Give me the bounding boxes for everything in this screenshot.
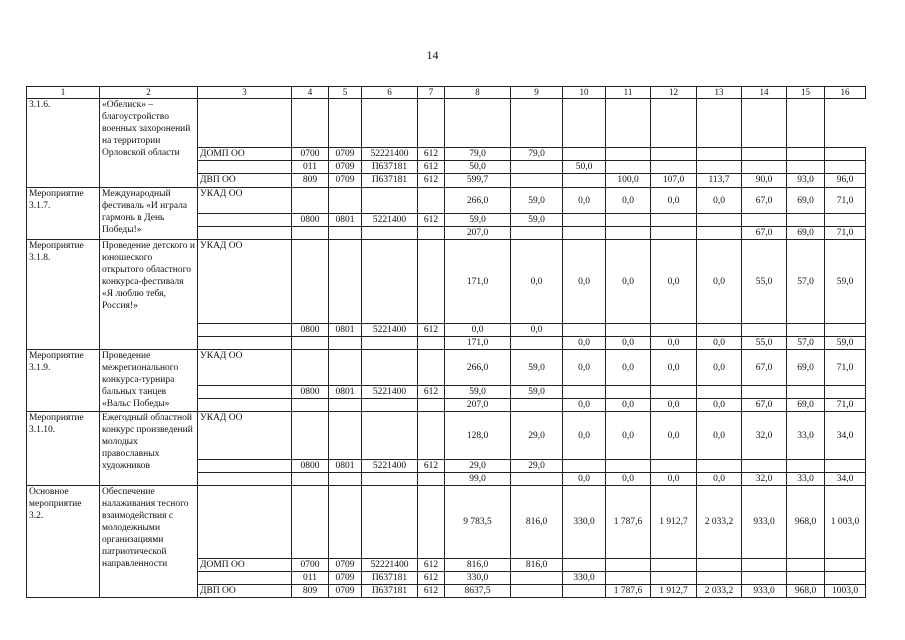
cell: 0,0 [511, 324, 563, 337]
col-header: 8 [445, 87, 511, 99]
page-number: 14 [426, 48, 439, 62]
cell: П637181 [362, 572, 418, 585]
cell: 933,0 [742, 486, 787, 559]
cell: 330,0 [445, 572, 511, 585]
col-header: 1 [27, 87, 100, 99]
cell: 0,0 [697, 412, 742, 460]
cell: 1003,0 [825, 585, 866, 598]
activity-name: Обеспечение налаживания тесного взаимодействия с молодежными организациями патриотической направленности [100, 486, 198, 598]
activity-code: Основное мероприятие 3.2. [27, 486, 100, 598]
cell: 55,0 [742, 240, 787, 324]
cell: 0,0 [651, 240, 697, 324]
col-header: 15 [787, 87, 825, 99]
cell: 1 787,6 [606, 585, 651, 598]
cell: 0,0 [651, 473, 697, 486]
cell: 1 003,0 [825, 486, 866, 559]
cell: 0,0 [697, 337, 742, 350]
col-header: 6 [362, 87, 418, 99]
cell: П637181 [362, 585, 418, 598]
table-row [27, 412, 866, 460]
cell: 93,0 [787, 174, 825, 188]
cell: 0,0 [563, 399, 606, 412]
cell: 5221400 [362, 460, 418, 473]
cell: П637181 [362, 161, 418, 174]
cell: 71,0 [825, 227, 866, 240]
col-header: 3 [198, 87, 292, 99]
cell: 0709 [329, 559, 362, 572]
cell: 0,0 [563, 412, 606, 460]
activity-code: Мероприятие 3.1.7. [27, 188, 100, 240]
cell: 69,0 [787, 350, 825, 386]
cell: 612 [418, 386, 445, 399]
cell: 0709 [329, 174, 362, 188]
cell: 57,0 [787, 337, 825, 350]
cell: 9 783,5 [445, 486, 511, 559]
cell: 0,0 [651, 399, 697, 412]
cell: 107,0 [651, 174, 697, 188]
cell: 809 [292, 585, 329, 598]
cell: 0,0 [563, 188, 606, 214]
cell: 1 912,7 [651, 486, 697, 559]
cell: 612 [418, 324, 445, 337]
cell: 0,0 [563, 337, 606, 350]
col-header: 14 [742, 87, 787, 99]
cell: 5221400 [362, 386, 418, 399]
cell: П637181 [362, 174, 418, 188]
cell: 0,0 [697, 473, 742, 486]
cell: 612 [418, 585, 445, 598]
cell: 59,0 [445, 214, 511, 227]
table-row [27, 99, 866, 148]
cell: 71,0 [825, 399, 866, 412]
cell: 55,0 [742, 337, 787, 350]
cell: 0,0 [606, 350, 651, 386]
cell: 5221400 [362, 214, 418, 227]
cell: 0800 [292, 214, 329, 227]
cell: 207,0 [445, 399, 511, 412]
cell: 816,0 [445, 559, 511, 572]
cell: 33,0 [787, 412, 825, 460]
cell: 59,0 [511, 188, 563, 214]
cell: 5221400 [362, 324, 418, 337]
activity-name: Проведение межрегионального конкурса-турнира бальных танцев «Вальс Победы» [100, 350, 198, 412]
cell: 0,0 [606, 188, 651, 214]
cell: 816,0 [511, 559, 563, 572]
cell: 29,0 [445, 460, 511, 473]
cell: 0,0 [697, 350, 742, 386]
cell: 0,0 [697, 188, 742, 214]
cell: 0800 [292, 386, 329, 399]
activity-name: Проведение детского и юношеского открытого областного конкурса-фестиваля «Я люблю тебя, Россия!» [100, 240, 198, 350]
cell: 69,0 [787, 227, 825, 240]
cell: 0800 [292, 460, 329, 473]
executor: ДВП ОО [198, 174, 292, 188]
cell: 0700 [292, 148, 329, 161]
cell: 0709 [329, 572, 362, 585]
cell: 011 [292, 572, 329, 585]
executor: ДВП ОО [198, 585, 292, 598]
cell: 67,0 [742, 227, 787, 240]
cell: 0,0 [697, 399, 742, 412]
executor: УКАД ОО [198, 240, 292, 324]
cell: 59,0 [825, 240, 866, 324]
cell: 933,0 [742, 585, 787, 598]
cell: 59,0 [511, 386, 563, 399]
cell: 96,0 [825, 174, 866, 188]
cell: 34,0 [825, 473, 866, 486]
cell: 0,0 [651, 188, 697, 214]
cell: 266,0 [445, 188, 511, 214]
cell: 67,0 [742, 350, 787, 386]
cell: 0709 [329, 585, 362, 598]
col-header: 9 [511, 87, 563, 99]
table-row [27, 486, 866, 559]
cell: 207,0 [445, 227, 511, 240]
cell: 69,0 [787, 188, 825, 214]
executor: УКАД ОО [198, 350, 292, 386]
activity-name: «Обелиск» – благоустройство военных захоронений на территории Орловской области [100, 99, 198, 188]
cell: 612 [418, 214, 445, 227]
activity-name: Ежегодный областной конкурс произведений молодых православных художников [100, 412, 198, 486]
budget-table [26, 86, 866, 598]
cell: 2 033,2 [697, 486, 742, 559]
cell: 1 787,6 [606, 486, 651, 559]
table-row [27, 240, 866, 324]
activity-code: 3.1.6. [27, 99, 100, 188]
cell: 0,0 [606, 473, 651, 486]
cell: 50,0 [563, 161, 606, 174]
cell: 809 [292, 174, 329, 188]
cell: 2 033,2 [697, 585, 742, 598]
cell: 0700 [292, 559, 329, 572]
cell: 8637,5 [445, 585, 511, 598]
cell: 59,0 [511, 214, 563, 227]
cell: 79,0 [445, 148, 511, 161]
cell: 32,0 [742, 412, 787, 460]
cell: 171,0 [445, 337, 511, 350]
col-header: 12 [651, 87, 697, 99]
cell: 128,0 [445, 412, 511, 460]
cell: 0801 [329, 324, 362, 337]
col-header: 11 [606, 87, 651, 99]
cell: 0,0 [697, 240, 742, 324]
activity-name: Международный фестиваль «И играла гармонь в День Победы!» [100, 188, 198, 240]
cell: 79,0 [511, 148, 563, 161]
cell: 1 912,7 [651, 585, 697, 598]
cell: 968,0 [787, 585, 825, 598]
cell: 59,0 [511, 350, 563, 386]
cell: 0,0 [651, 337, 697, 350]
col-header: 4 [292, 87, 329, 99]
activity-code: Мероприятие 3.1.8. [27, 240, 100, 350]
cell: 330,0 [563, 486, 606, 559]
cell: 011 [292, 161, 329, 174]
cell: 57,0 [787, 240, 825, 324]
col-header: 2 [100, 87, 198, 99]
cell: 599,7 [445, 174, 511, 188]
cell: 33,0 [787, 473, 825, 486]
cell: 0,0 [651, 412, 697, 460]
cell: 330,0 [563, 572, 606, 585]
table-row [27, 188, 866, 214]
cell: 612 [418, 559, 445, 572]
cell: 968,0 [787, 486, 825, 559]
cell: 0709 [329, 148, 362, 161]
cell: 71,0 [825, 350, 866, 386]
activity-code: Мероприятие 3.1.10. [27, 412, 100, 486]
col-header: 13 [697, 87, 742, 99]
cell: 29,0 [511, 460, 563, 473]
cell: 0709 [329, 161, 362, 174]
cell: 69,0 [787, 399, 825, 412]
cell: 0801 [329, 386, 362, 399]
cell: 113,7 [697, 174, 742, 188]
cell: 612 [418, 572, 445, 585]
col-header: 10 [563, 87, 606, 99]
executor: УКАД ОО [198, 412, 292, 460]
executor: ДОМП ОО [198, 559, 292, 572]
cell: 50,0 [445, 161, 511, 174]
col-header: 5 [329, 87, 362, 99]
cell: 0,0 [606, 240, 651, 324]
cell: 52221400 [362, 148, 418, 161]
cell: 71,0 [825, 188, 866, 214]
cell: 0,0 [511, 240, 563, 324]
cell: 0801 [329, 214, 362, 227]
cell: 612 [418, 148, 445, 161]
cell: 29,0 [511, 412, 563, 460]
cell: 0,0 [651, 350, 697, 386]
cell: 90,0 [742, 174, 787, 188]
cell: 99,0 [445, 473, 511, 486]
col-header: 7 [418, 87, 445, 99]
cell: 0,0 [606, 337, 651, 350]
cell: 0,0 [606, 412, 651, 460]
cell: 0,0 [563, 240, 606, 324]
cell: 100,0 [606, 174, 651, 188]
cell: 32,0 [742, 473, 787, 486]
cell: 0801 [329, 460, 362, 473]
table-row [27, 350, 866, 386]
cell: 171,0 [445, 240, 511, 324]
cell: 0,0 [563, 473, 606, 486]
cell: 0,0 [606, 399, 651, 412]
cell: 0,0 [563, 350, 606, 386]
cell: 67,0 [742, 399, 787, 412]
activity-code: Мероприятие 3.1.9. [27, 350, 100, 412]
cell: 612 [418, 174, 445, 188]
cell: 34,0 [825, 412, 866, 460]
cell: 52221400 [362, 559, 418, 572]
col-header: 16 [825, 87, 866, 99]
column-number-row [27, 87, 866, 99]
cell: 67,0 [742, 188, 787, 214]
executor: ДОМП ОО [198, 148, 292, 161]
cell: 59,0 [445, 386, 511, 399]
cell: 0800 [292, 324, 329, 337]
cell: 816,0 [511, 486, 563, 559]
cell: 0,0 [445, 324, 511, 337]
cell: 59,0 [825, 337, 866, 350]
cell: 612 [418, 460, 445, 473]
cell: 266,0 [445, 350, 511, 386]
cell: 612 [418, 161, 445, 174]
executor: УКАД ОО [198, 188, 292, 214]
